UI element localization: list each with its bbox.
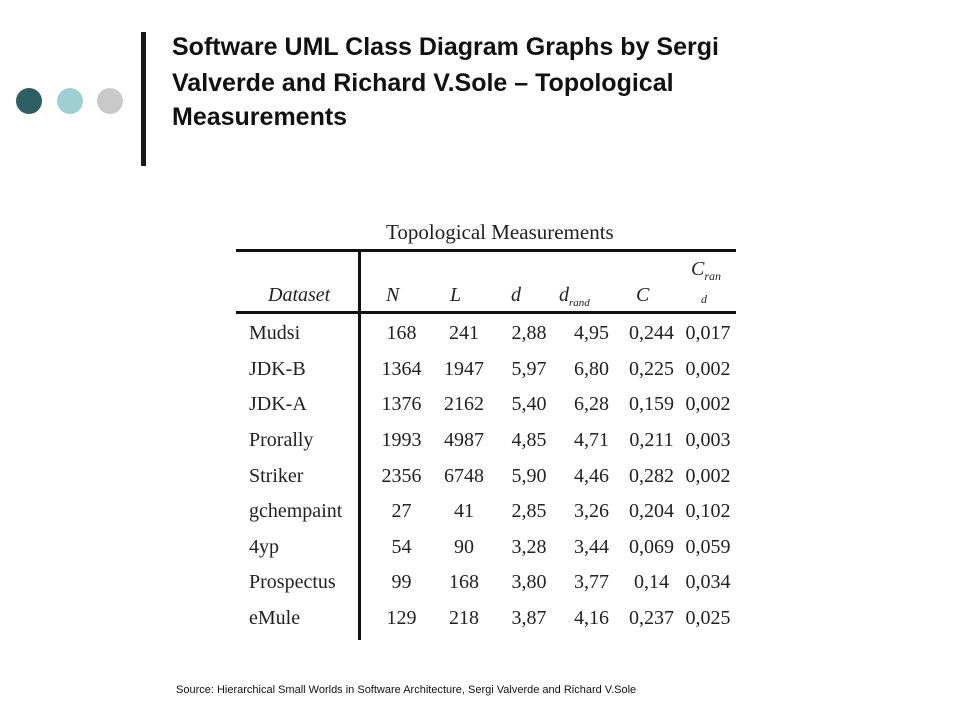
cell-c: 0,069 <box>629 535 674 558</box>
cell-cran: 0,102 <box>685 500 731 523</box>
cell-d: 5,97 <box>511 357 547 380</box>
cell-c: 0,14 <box>634 571 669 594</box>
cell-d: 3,87 <box>511 607 547 630</box>
cell-drand: 4,71 <box>574 429 609 452</box>
accent-dot-gray <box>97 88 123 114</box>
cell-c: 0,282 <box>629 464 674 487</box>
table-row <box>236 423 737 459</box>
cell-cran: 0,025 <box>685 607 731 630</box>
cell-drand: 3,77 <box>574 571 609 594</box>
cell-dataset: JDK-A <box>249 393 307 416</box>
title-line-1: Software UML Class Diagram Graphs by Sergi <box>172 33 719 61</box>
cell-c: 0,244 <box>629 322 674 345</box>
cell-n: 1376 <box>381 393 422 416</box>
header-drand-sub: rand <box>569 297 590 309</box>
cell-d: 4,85 <box>511 429 547 452</box>
table-row <box>236 458 737 494</box>
cell-c: 0,159 <box>629 393 674 416</box>
cell-cran: 0,002 <box>685 393 731 416</box>
cell-l: 4987 <box>444 429 484 452</box>
header-drand-main: d <box>559 284 569 306</box>
cell-cran: 0,002 <box>685 357 731 380</box>
cell-l: 41 <box>454 500 474 523</box>
table-header-rule <box>236 311 736 314</box>
cell-n: 27 <box>391 500 412 523</box>
cell-dataset: gchempaint <box>249 500 343 523</box>
header-cran-tail: d <box>701 292 707 306</box>
cell-drand: 3,26 <box>574 500 609 523</box>
cell-dataset: Prorally <box>249 429 314 452</box>
accent-dot-teal <box>57 88 83 114</box>
cell-n: 2356 <box>381 464 422 487</box>
header-cran-main: C <box>691 258 705 280</box>
cell-dataset: JDK-B <box>249 357 306 380</box>
slide-title <box>172 30 912 134</box>
cell-cran: 0,034 <box>685 571 731 594</box>
cell-drand: 6,28 <box>574 393 609 416</box>
cell-l: 218 <box>449 607 479 630</box>
cell-l: 168 <box>449 571 479 594</box>
cell-drand: 4,95 <box>574 322 609 345</box>
cell-c: 0,204 <box>629 500 674 523</box>
header-cran-sub: ran <box>704 269 722 283</box>
table-caption: Topological Measurements <box>386 220 614 244</box>
cell-dataset: Striker <box>249 464 304 487</box>
cell-n: 54 <box>391 535 412 558</box>
header-drand <box>559 284 590 309</box>
cell-l: 2162 <box>444 393 484 416</box>
table-body <box>236 316 737 636</box>
cell-cran: 0,002 <box>685 464 731 487</box>
cell-cran: 0,059 <box>685 535 731 558</box>
cell-c: 0,225 <box>629 357 674 380</box>
cell-d: 3,28 <box>511 535 547 558</box>
cell-drand: 4,46 <box>574 464 609 487</box>
measurements-table <box>236 214 738 640</box>
cell-l: 1947 <box>444 357 484 380</box>
cell-d: 5,40 <box>511 393 547 416</box>
cell-cran: 0,003 <box>685 429 731 452</box>
cell-drand: 3,44 <box>574 535 609 558</box>
cell-dataset: Mudsi <box>249 322 301 345</box>
table-row <box>236 601 737 637</box>
cell-drand: 4,16 <box>574 607 609 630</box>
cell-dataset: eMule <box>249 607 301 630</box>
cell-n: 168 <box>386 322 417 345</box>
cell-drand: 6,80 <box>574 357 609 380</box>
cell-d: 2,88 <box>511 322 547 345</box>
cell-n: 1364 <box>381 357 422 380</box>
header-n: N <box>386 284 400 306</box>
cell-n: 129 <box>386 607 417 630</box>
source-citation: Source: Hierarchical Small Worlds in Software Architecture, Sergi Valverde and Richard V.Sole <box>176 684 637 696</box>
header-c: C <box>636 284 650 306</box>
header-cran <box>691 258 721 284</box>
table-row <box>236 530 737 566</box>
table-row <box>236 387 737 423</box>
cell-c: 0,237 <box>629 607 674 630</box>
table-row <box>236 316 737 352</box>
cell-d: 2,85 <box>511 500 547 523</box>
cell-cran: 0,017 <box>685 322 731 345</box>
cell-dataset: Prospectus <box>249 571 336 594</box>
header-dataset: Dataset <box>268 284 331 306</box>
cell-c: 0,211 <box>629 429 674 452</box>
cell-n: 1993 <box>381 429 422 452</box>
table-row <box>236 565 737 601</box>
header-l: L <box>450 284 462 306</box>
title-line-3: Measurements <box>172 103 348 131</box>
cell-dataset: 4yp <box>249 535 279 558</box>
cell-l: 6748 <box>444 464 484 487</box>
title-vertical-bar <box>141 32 146 166</box>
cell-l: 241 <box>449 322 479 345</box>
cell-l: 90 <box>454 535 474 558</box>
table-top-rule <box>236 249 736 252</box>
cell-d: 3,80 <box>511 571 547 594</box>
title-line-2: Valverde and Richard V.Sole – Topological <box>172 69 674 97</box>
accent-dot-dark <box>16 88 42 114</box>
header-d: d <box>511 284 521 306</box>
table-row <box>236 494 737 530</box>
cell-d: 5,90 <box>511 464 547 487</box>
cell-n: 99 <box>391 571 412 594</box>
table-row <box>236 352 737 388</box>
